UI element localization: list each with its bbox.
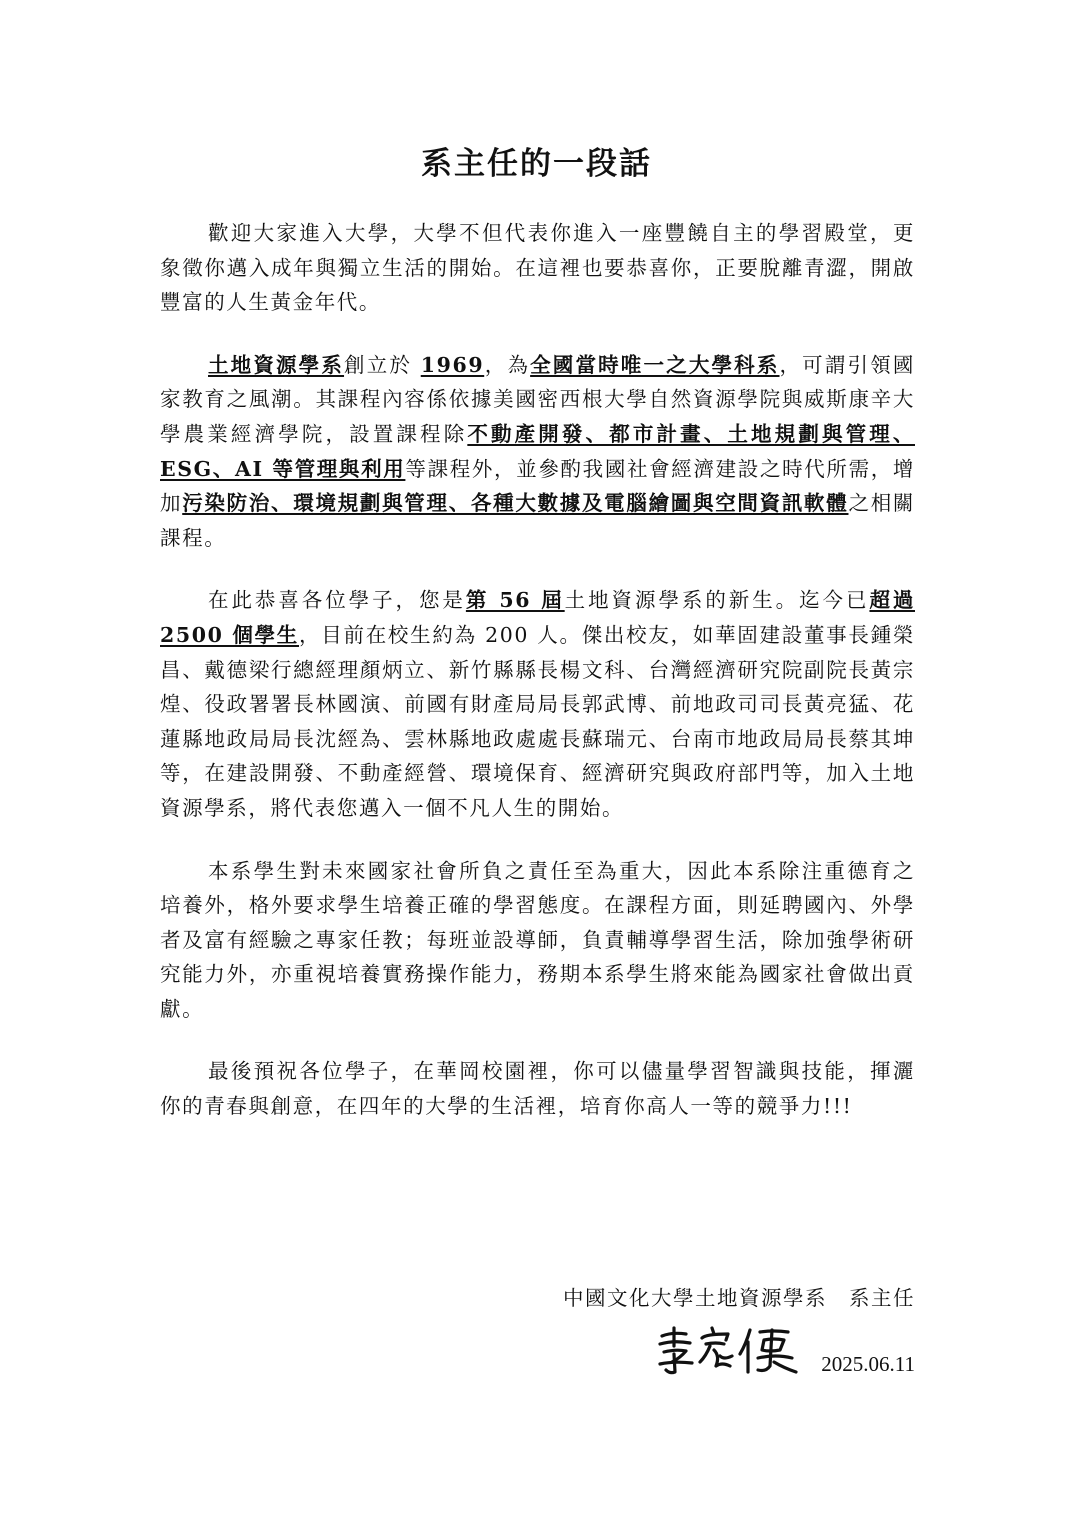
letter-date: 2025.06.11 — [821, 1352, 915, 1376]
paragraph-text: 等課程外，並參酌我國社會經濟建設之時代所需，增加 — [160, 456, 915, 516]
emphasis-department-name: 土地資源學系 — [208, 352, 345, 377]
emphasis-founding-year: 1969 — [420, 352, 485, 377]
emphasis-cohort-number: 第 56 屆 — [465, 588, 565, 613]
paragraph-text: 之相關課程。 — [160, 491, 916, 550]
paragraph-text: ，為 — [484, 352, 531, 377]
handwritten-signature — [650, 1322, 810, 1378]
document-title: 系主任的一段話 — [421, 146, 652, 182]
paragraph-text: 在此恭喜各位學子，您是 — [208, 588, 466, 613]
paragraph-text: 最後預祝各位學子，在華岡校園裡，你可以儘量學習智識與技能，揮灑你的青春與創意，在四年的大學的生活裡，培育你高人一等的競爭力!!! — [160, 1059, 915, 1119]
paragraph-department-history — [160, 348, 915, 556]
paragraph-text: 創立於 — [344, 352, 421, 377]
emphasis-added-courses: 污染防治、環境規劃與管理、各種大數據及電腦繪圖與空間資訊軟體 — [182, 491, 849, 516]
paragraph-text: 本系學生對未來國家社會所負之責任至為重大，因此本系除注重德育之培養外，格外要求學生培養正確的學習態度。在課程方面，則延聘國內、外學者及富有經驗之專家任教；每班並設導師，負責輔導學習生活，除加強學術研究能力外，亦重視培養實務操作能力，務期本系學生將來能為國家社會做出貢獻。 — [160, 858, 915, 1021]
paragraph-welcome — [160, 216, 915, 320]
paragraph-congratulations — [160, 583, 915, 825]
letter-body — [160, 216, 915, 1152]
paragraph-closing-wishes — [160, 1054, 915, 1123]
emphasis-course-topics: 不動產開發、都市計畫、土地規劃與管理、ESG、AI 等管理與利用 — [160, 421, 915, 481]
emphasis-unique-department: 全國當時唯一之大學科系 — [530, 352, 780, 377]
emphasis-alumni-count: 超過 2500 個學生 — [160, 588, 915, 647]
signoff-line: 中國文化大學土地資源學系 系主任 — [563, 1286, 915, 1310]
paragraph-text: 土地資源學系的新生。迄今已 — [564, 588, 870, 613]
paragraph-text: 歡迎大家進入大學，大學不但代表你進入一座豐饒自主的學習殿堂，更象徵你邁入成年與獨立生活的開始。在這裡也要恭喜你，正要脫離青澀，開啟豐富的人生黃金年代。 — [160, 221, 915, 315]
paragraph-text: ，可謂引領國家教育之風潮。其課程內容係依據美國密西根大學自然資源學院與威斯康辛大學農業經濟學院，設置課程除 — [160, 352, 915, 446]
paragraph-text: ，目前在校生約為 200 人。傑出校友，如華固建設董事長鍾榮昌、戴德梁行總經理顏炳立、新竹縣縣長楊文科、台灣經濟研究院副院長黃宗煌、役政署署長林國演、前國有財產局局長郭武博、前地政司司長黃亮猛、花蓮縣地政局局長沈經為、雲林縣地政處處長蘇瑞元、台南市地政局局長蔡其坤等，在建設開發、不動產經營、環境保育、經濟研究與政府部門等，加入土地資源學系，將代表您邁入一個不凡人生的開始。 — [160, 622, 915, 820]
paragraph-responsibility — [160, 854, 915, 1027]
